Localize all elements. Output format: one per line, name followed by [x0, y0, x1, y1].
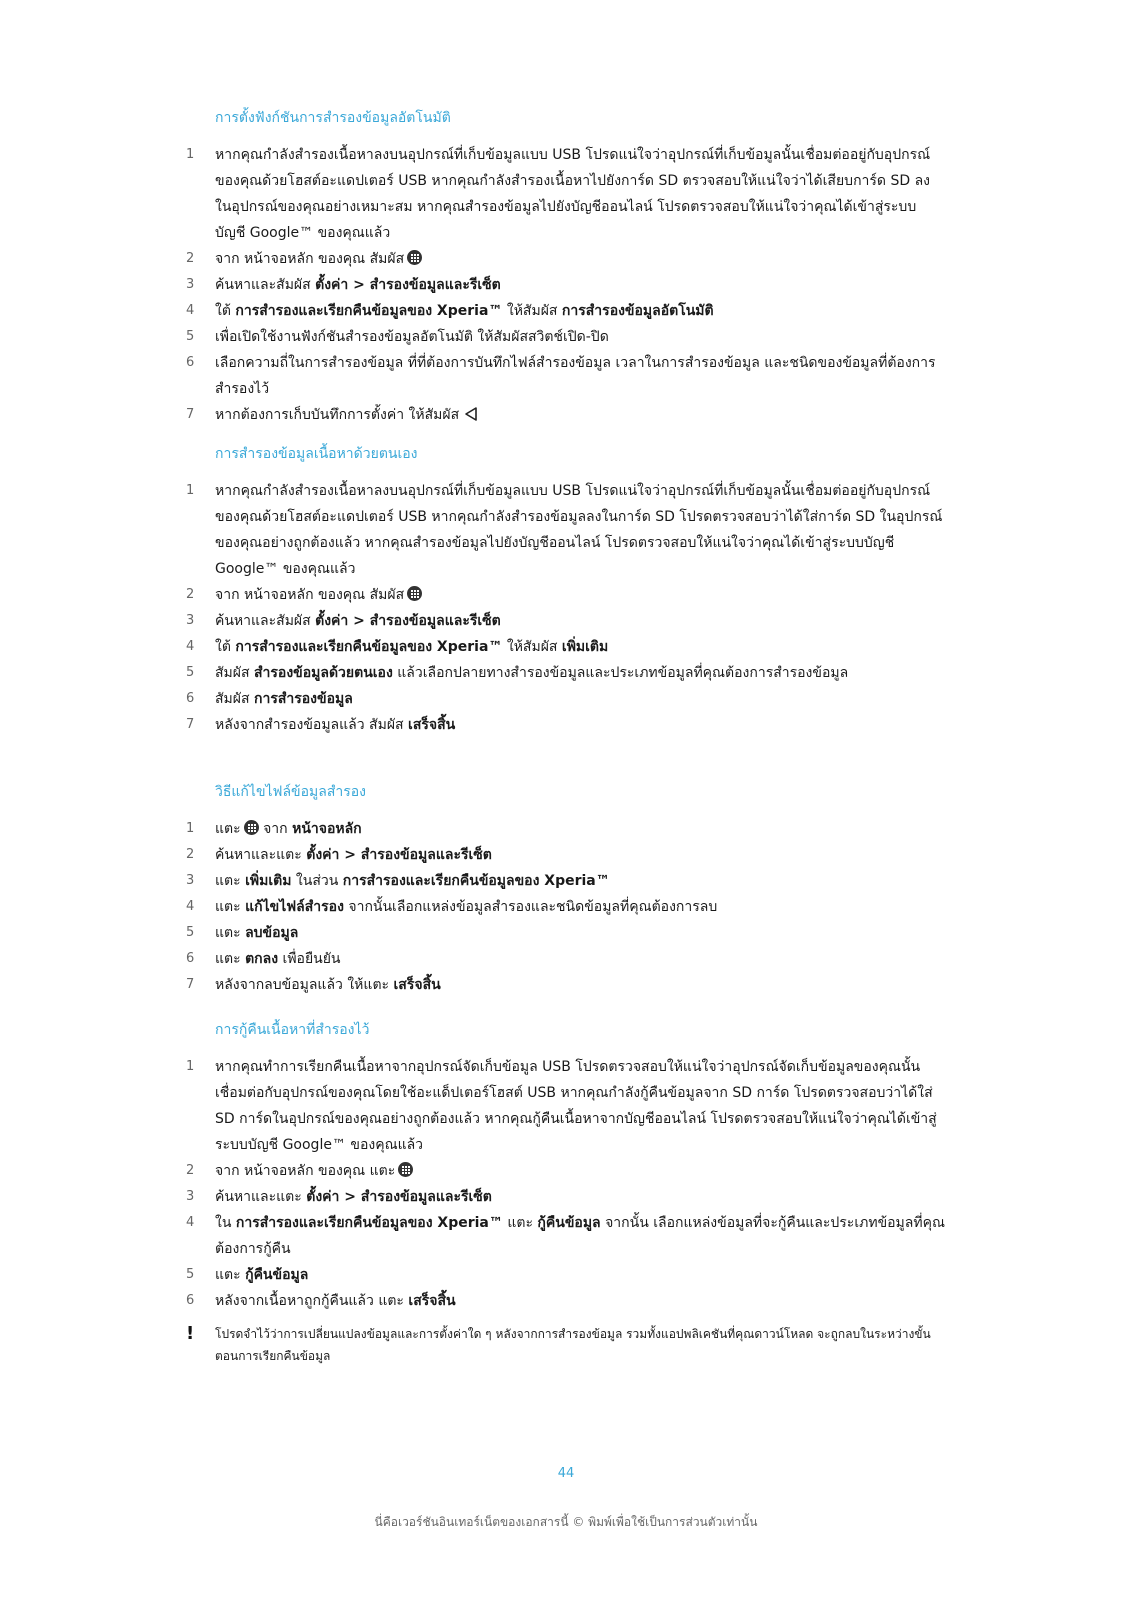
footer-text: นี่คือเวอร์ชันอินเทอร์เน็ตของเอกสารนี้ © พิมพ์เพื่อใช้เป็นการส่วนตัวเท่านั้น: [374, 1515, 758, 1529]
section-heading: การตั้งฟังก์ชันการสำรองข้อมูลอัตโนมัติ: [215, 110, 451, 126]
list-item: 6 แตะ ตกลง เพื่อยืนยัน: [186, 951, 341, 967]
list-item: 4 ใต้ การสำรองและเรียกคืนข้อมูลของ Xperia™ ให้สัมผัส เพิ่มเติม: [186, 639, 609, 655]
page-number: 44: [557, 1466, 575, 1481]
list-item: 1 หากคุณกำลังสำรองเนื้อหาลงบนอุปกรณ์ที่เก็บข้อมูลแบบ USB โปรดแน่ใจว่าอุปกรณ์ที่เก็บข้อมูลนั้นเชื่อมต่ออยู่กับอุปกรณ์ของคุณด้วยโฮสต์อะแดปเตอร์ USB หากคุณกำลังสำรองข้อมูลลงในการ์ด SD โปรดตรวจสอบว่าได้ใส่การ์ด SD ในอุปกรณ์ของคุณอย่างถูกต้องแล้ว หากคุณสำรองข้อมูลไปยังบัญชีออนไลน์ โปรดตรวจสอบให้แน่ใจว่าคุณได้เข้าสู่ระบบบัญชี Google™ ของคุณแล้ว: [186, 483, 943, 577]
list-item: 2 จาก หน้าจอหลัก ของคุณ สัมผัส: [186, 246, 946, 272]
apps-grid-icon: [407, 250, 422, 265]
section-heading: การสำรองข้อมูลเนื้อหาด้วยตนเอง: [215, 446, 418, 462]
list-item: 1 แตะ จาก หน้าจอหลัก: [186, 821, 362, 837]
apps-grid-icon: [407, 586, 422, 601]
list-item: 6 หลังจากเนื้อหาถูกกู้คืนแล้ว แตะ เสร็จสิ้น: [186, 1293, 456, 1309]
section-edit-backup-file: [186, 782, 946, 998]
list-item: 3 ค้นหาและสัมผัส ตั้งค่า > สำรองข้อมูลและรีเซ็ต: [186, 613, 501, 629]
list-item: 2 ค้นหาและแตะ ตั้งค่า > สำรองข้อมูลและรีเซ็ต: [186, 847, 492, 863]
list-item: 2 จาก หน้าจอหลัก ของคุณ สัมผัส: [186, 582, 946, 608]
section-heading: วิธีแก้ไขไฟล์ข้อมูลสำรอง: [215, 784, 367, 800]
apps-grid-icon: [398, 1162, 413, 1177]
steps-list: [186, 816, 946, 998]
steps-list: [186, 142, 946, 428]
list-item: 3 ค้นหาและแตะ ตั้งค่า > สำรองข้อมูลและรีเซ็ต: [186, 1189, 492, 1205]
list-item: 5 แตะ ลบข้อมูล: [186, 925, 299, 941]
list-item: 4 แตะ แก้ไขไฟล์สำรอง จากนั้นเลือกแหล่งข้อมูลสำรองและชนิดข้อมูลที่คุณต้องการลบ: [186, 899, 718, 915]
back-triangle-icon: [463, 406, 479, 422]
list-item: 7 หลังจากลบข้อมูลแล้ว ให้แตะ เสร็จสิ้น: [186, 977, 441, 993]
warning-note: [186, 1323, 946, 1367]
list-item: 3 ค้นหาและสัมผัส ตั้งค่า > สำรองข้อมูลและรีเซ็ต: [186, 277, 501, 293]
list-item: 6 เลือกความถี่ในการสำรองข้อมูล ที่ที่ต้องการบันทึกไฟล์สำรองข้อมูล เวลาในการสำรองข้อมูล และชนิดของข้อมูลที่ต้องการสำรองไว้: [186, 355, 936, 397]
list-item: 4 ใน การสำรองและเรียกคืนข้อมูลของ Xperia™ แตะ กู้คืนข้อมูล จากนั้น เลือกแหล่งข้อมูลที่จะกู้คืนและประเภทข้อมูลที่คุณต้องการกู้คืน: [186, 1215, 945, 1257]
list-item: 3 แตะ เพิ่มเติม ในส่วน การสำรองและเรียกคืนข้อมูลของ Xperia™: [186, 873, 610, 889]
list-item: 5 เพื่อเปิดใช้งานฟังก์ชันสำรองข้อมูลอัตโนมัติ ให้สัมผัสสวิตช์เปิด-ปิด: [186, 329, 609, 345]
steps-list: [186, 478, 946, 738]
list-item: 1 หากคุณกำลังสำรองเนื้อหาลงบนอุปกรณ์ที่เก็บข้อมูลแบบ USB โปรดแน่ใจว่าอุปกรณ์ที่เก็บข้อมูลนั้นเชื่อมต่ออยู่กับอุปกรณ์ของคุณด้วยโฮสต์อะแดปเตอร์ USB หากคุณกำลังสำรองเนื้อหาไปยังการ์ด SD ตรวจสอบให้แน่ใจว่าได้เสียบการ์ด SD ลงในอุปกรณ์ของคุณอย่างเหมาะสม หากคุณสำรองข้อมูลไปยังบัญชีออนไลน์ โปรดตรวจสอบให้แน่ใจว่าคุณได้เข้าสู่ระบบบัญชี Google™ ของคุณแล้ว: [186, 147, 931, 241]
apps-grid-icon: [244, 820, 259, 835]
list-item: 1 หากคุณทำการเรียกคืนเนื้อหาจากอุปกรณ์จัดเก็บข้อมูล USB โปรดตรวจสอบให้แน่ใจว่าอุปกรณ์จัดเก็บข้อมูลของคุณนั้นเชื่อมต่อกับอุปกรณ์ของคุณโดยใช้อะแด็ปเตอร์โฮสต์ USB หากคุณกำลังกู้คืนข้อมูลจาก SD การ์ด โปรดตรวจสอบว่าได้ใส่ SD การ์ดในอุปกรณ์ของคุณอย่างถูกต้องแล้ว หากคุณกู้คืนเนื้อหาจากบัญชีออนไลน์ โปรดตรวจสอบให้แน่ใจว่าคุณได้เข้าสู่ระบบบัญชี Google™ ของคุณแล้ว: [186, 1059, 937, 1153]
list-item: 7 หลังจากสำรองข้อมูลแล้ว สัมผัส เสร็จสิ้น: [186, 717, 456, 733]
note-text: โปรดจำไว้ว่าการเปลี่ยนแปลงข้อมูลและการตั้งค่าใด ๆ หลังจากการสำรองข้อมูล รวมทั้งแอปพลิเคชันที่คุณดาวน์โหลด จะถูกลบในระหว่างขั้นตอนการเรียกคืนข้อมูล: [215, 1327, 931, 1363]
list-item: 4 ใต้ การสำรองและเรียกคืนข้อมูลของ Xperia™ ให้สัมผัส การสำรองข้อมูลอัตโนมัติ: [186, 303, 714, 319]
warning-exclamation-icon: !: [186, 1323, 195, 1344]
section-heading: การกู้คืนเนื้อหาที่สำรองไว้: [215, 1022, 370, 1038]
list-item: 5 แตะ กู้คืนข้อมูล: [186, 1267, 309, 1283]
section-manual-backup: [186, 444, 946, 738]
list-item: 2 จาก หน้าจอหลัก ของคุณ แตะ: [186, 1158, 946, 1184]
section-automatic-backup: [186, 108, 946, 428]
section-restore-backup: [186, 1020, 946, 1314]
steps-list: [186, 1054, 946, 1314]
list-item: 6 สัมผัส การสำรองข้อมูล: [186, 691, 353, 707]
list-item: 5 สัมผัส สำรองข้อมูลด้วยตนเอง แล้วเลือกปลายทางสำรองข้อมูลและประเภทข้อมูลที่คุณต้องการสำรองข้อมูล: [186, 665, 849, 681]
list-item: 7 หากต้องการเก็บบันทึกการตั้งค่า ให้สัมผัส: [186, 402, 946, 428]
